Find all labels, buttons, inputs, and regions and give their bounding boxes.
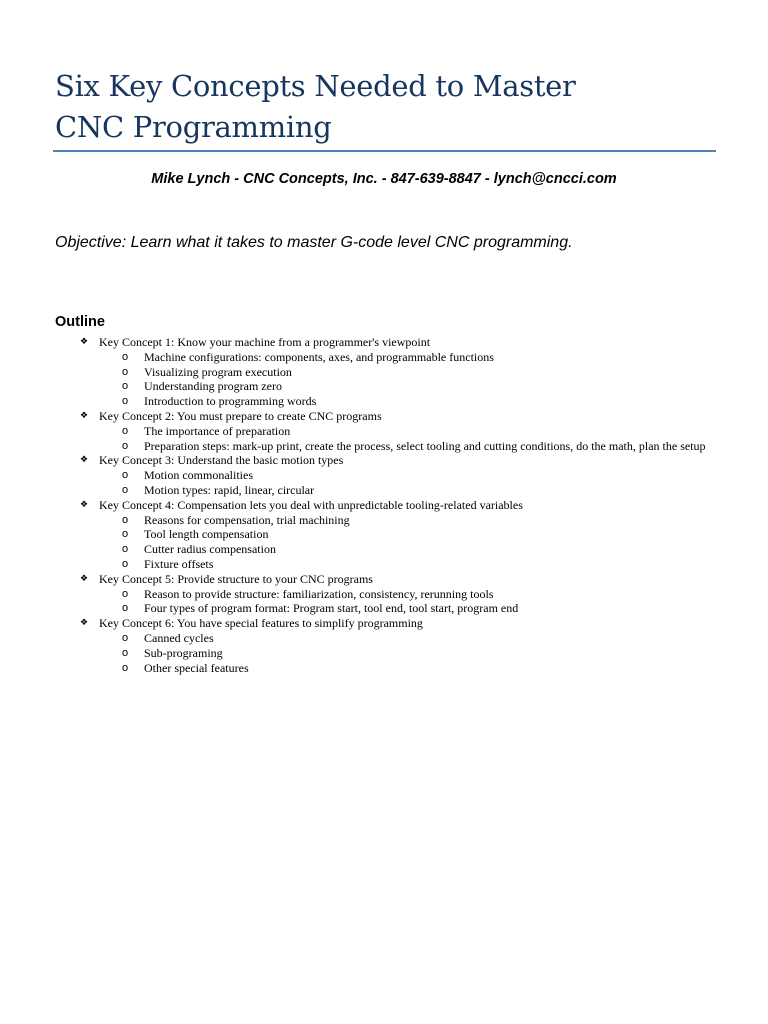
author-line: Mike Lynch - CNC Concepts, Inc. - 847-639-8847 - lynch@cncci.com — [151, 171, 617, 187]
circle-bullet-icon: o — [122, 543, 129, 556]
title-line-2: CNC Programming — [55, 110, 332, 144]
diamond-bullet-icon: ❖ — [79, 618, 89, 629]
outline-sub-item — [0, 394, 768, 409]
title-line-1: Six Key Concepts Needed to Master — [55, 69, 576, 103]
circle-bullet-icon: o — [122, 380, 129, 393]
sub-item-text: Visualizing program execution — [144, 364, 292, 379]
diamond-bullet-icon: ❖ — [79, 455, 89, 466]
outline-heading: Outline — [55, 314, 105, 330]
key-concept-label: Key Concept 2: You must prepare to create CNC programs — [99, 408, 382, 423]
circle-bullet-icon: o — [122, 469, 129, 482]
sub-item-text: Tool length compensation — [144, 527, 269, 542]
sub-item-text: The importance of preparation — [144, 423, 291, 438]
circle-bullet-icon: o — [122, 424, 129, 437]
circle-bullet-icon: o — [122, 557, 129, 570]
key-concept-6 — [0, 616, 768, 675]
key-concept-label: Key Concept 1: Know your machine from a programmer's viewpoint — [99, 335, 431, 349]
outline-sub-item — [0, 542, 768, 557]
title-divider — [53, 150, 716, 152]
circle-bullet-icon: o — [122, 395, 129, 408]
objective-text: Objective: Learn what it takes to master G-code level CNC programming. — [55, 234, 573, 251]
outline-sub-item — [0, 424, 768, 439]
diamond-bullet-icon: ❖ — [79, 337, 89, 347]
outline-sub-item — [0, 601, 768, 616]
diamond-bullet-icon: ❖ — [79, 410, 89, 421]
circle-bullet-icon: o — [122, 646, 129, 659]
circle-bullet-icon: o — [122, 528, 129, 541]
diamond-bullet-icon: ❖ — [79, 573, 89, 584]
outline-sub-item — [0, 468, 768, 483]
key-concept-row — [0, 572, 768, 587]
document-title — [55, 66, 715, 148]
circle-bullet-icon: o — [122, 661, 129, 674]
outline-list — [0, 335, 768, 675]
key-concept-row — [0, 453, 768, 468]
key-concept-label: Key Concept 5: Provide structure to your CNC programs — [99, 571, 373, 586]
circle-bullet-icon: o — [122, 602, 129, 615]
key-concept-2 — [0, 409, 768, 453]
sub-item-text: Cutter radius compensation — [144, 542, 276, 557]
sub-item-text: Other special features — [144, 660, 249, 675]
sub-item-text: Reason to provide structure: familiarization, consistency, rerunning tools — [144, 586, 494, 601]
outline-sub-item — [0, 527, 768, 542]
key-concept-row — [0, 616, 768, 631]
key-concept-row — [0, 409, 768, 424]
sub-item-text: Canned cycles — [144, 630, 214, 645]
circle-bullet-icon: o — [122, 587, 129, 600]
outline-sub-item — [0, 631, 768, 646]
diamond-bullet-icon: ❖ — [79, 499, 89, 510]
outline-sub-item — [0, 439, 768, 454]
outline-sub-item — [0, 587, 768, 602]
sub-item-text: Introduction to programming words — [144, 394, 317, 409]
key-concept-3 — [0, 453, 768, 497]
outline-sub-item — [0, 365, 768, 380]
sub-item-text: Fixture offsets — [144, 556, 214, 571]
outline-sub-item — [0, 350, 768, 365]
sub-item-text: Preparation steps: mark-up print, create the process, select tooling and cutting conditions, do the math, plan the setup — [144, 438, 706, 453]
outline-sub-item — [0, 661, 768, 676]
sub-item-text: Motion types: rapid, linear, circular — [144, 482, 315, 497]
outline-sub-item — [0, 646, 768, 661]
outline-sub-item — [0, 379, 768, 394]
sub-item-text: Four types of program format: Program start, tool end, tool start, program end — [144, 601, 519, 616]
sub-item-text: Motion commonalities — [144, 468, 253, 483]
key-concept-row — [0, 498, 768, 513]
outline-sub-item — [0, 513, 768, 528]
key-concept-label: Key Concept 6: You have special features to simplify programming — [99, 616, 423, 631]
key-concept-4 — [0, 498, 768, 572]
circle-bullet-icon: o — [122, 513, 129, 526]
circle-bullet-icon: o — [122, 439, 129, 452]
circle-bullet-icon: o — [122, 483, 129, 496]
sub-item-text: Reasons for compensation, trial machining — [144, 512, 350, 527]
key-concept-row — [0, 335, 768, 350]
outline-sub-item — [0, 557, 768, 572]
sub-item-text: Machine configurations: components, axes, and programmable functions — [144, 349, 494, 364]
circle-bullet-icon: o — [122, 350, 129, 363]
circle-bullet-icon: o — [122, 365, 129, 378]
key-concept-1 — [0, 335, 768, 409]
sub-item-text: Sub-programing — [144, 645, 223, 660]
key-concept-label: Key Concept 3: Understand the basic motion types — [99, 453, 344, 468]
key-concept-5 — [0, 572, 768, 616]
outline-sub-item — [0, 483, 768, 498]
key-concept-label: Key Concept 4: Compensation lets you deal with unpredictable tooling-related variables — [99, 497, 523, 512]
circle-bullet-icon: o — [122, 631, 129, 644]
sub-item-text: Understanding program zero — [144, 379, 282, 394]
